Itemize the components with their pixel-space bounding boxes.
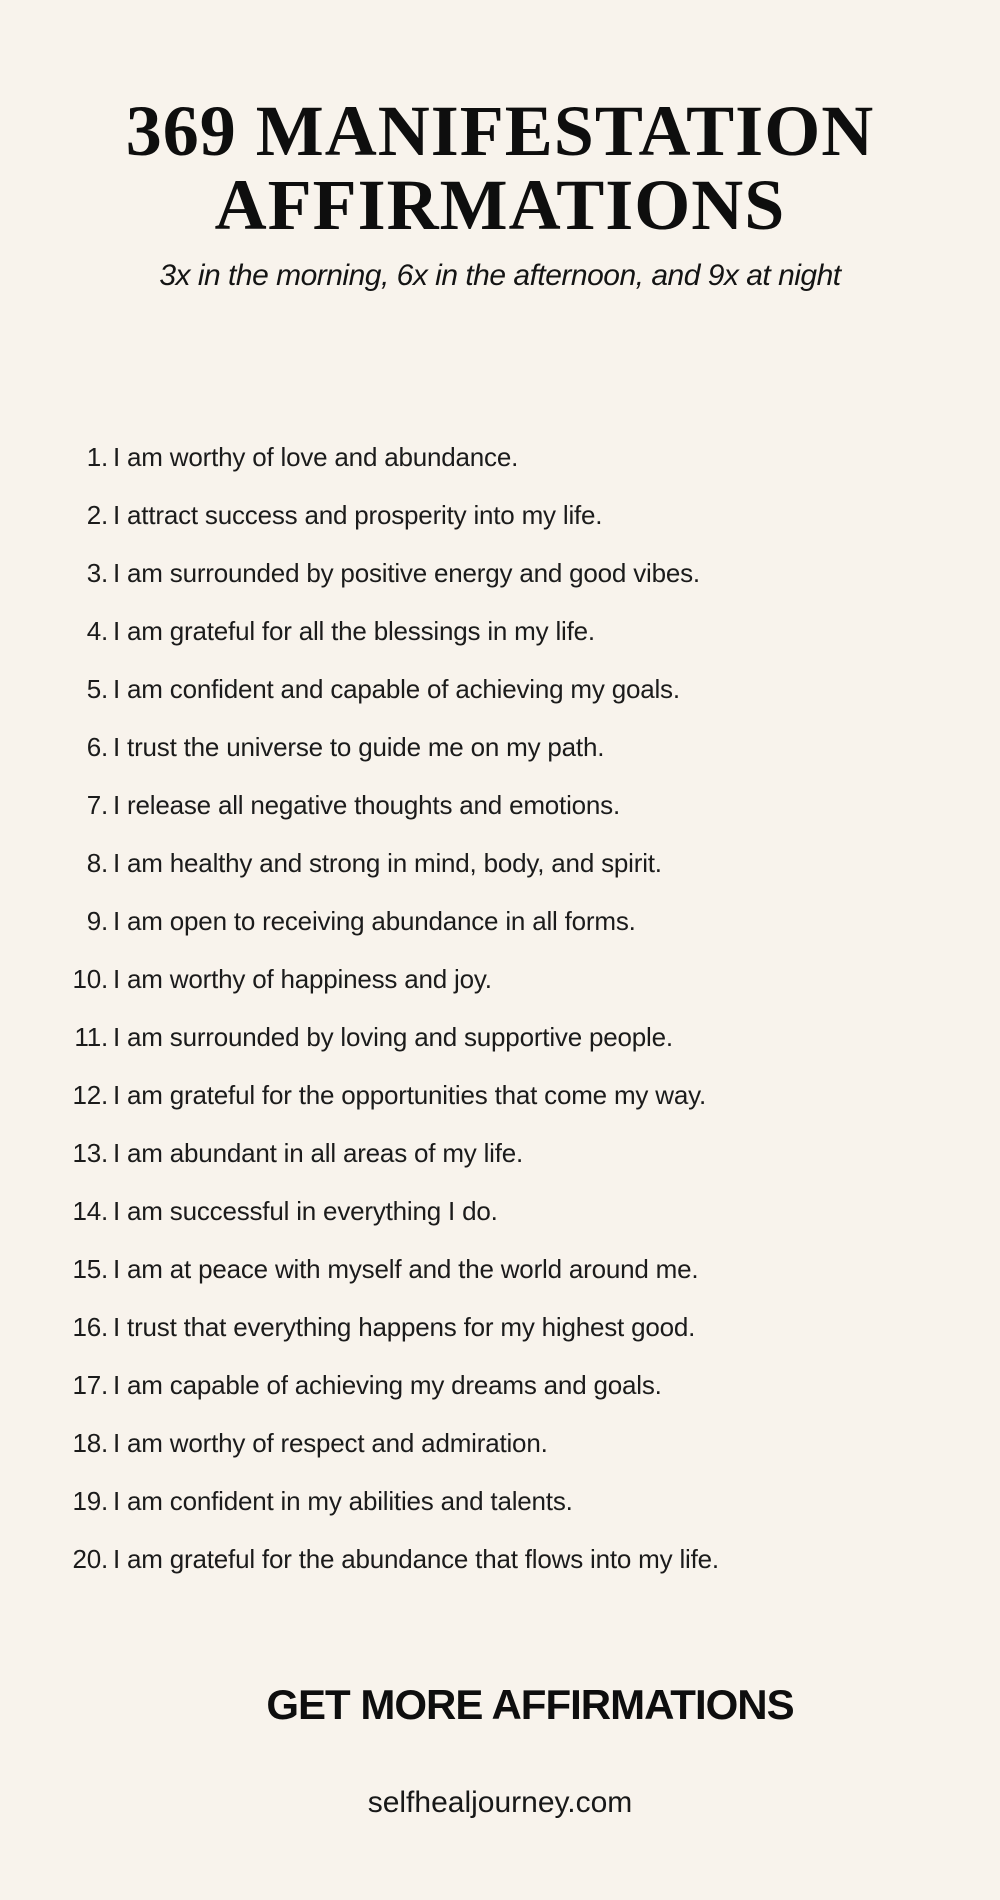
affirmation-text: I am abundant in all areas of my life. <box>113 1138 524 1168</box>
affirmation-text: I trust the universe to guide me on my path. <box>113 732 605 762</box>
affirmation-item <box>64 1314 1000 1341</box>
affirmation-number: 15. <box>72 1254 108 1284</box>
website-url: selfhealjourney.com <box>367 1786 633 1819</box>
affirmation-text: I am grateful for the opportunities that come my way. <box>113 1080 706 1110</box>
affirmation-number: 11. <box>74 1022 108 1052</box>
affirmation-number: 2. <box>86 500 108 530</box>
affirmation-item <box>64 618 1000 645</box>
affirmation-item <box>64 1024 1000 1051</box>
affirmation-text: I am grateful for the abundance that flows into my life. <box>113 1544 719 1574</box>
page-subtitle: 3x in the morning, 6x in the afternoon, and 9x at night <box>159 259 841 292</box>
affirmation-text: I am surrounded by positive energy and good vibes. <box>113 558 700 588</box>
affirmation-number: 8. <box>86 848 108 878</box>
affirmation-item <box>64 850 1000 877</box>
affirmation-text: I am worthy of respect and admiration. <box>113 1428 548 1458</box>
affirmation-text: I am at peace with myself and the world around me. <box>113 1254 699 1284</box>
affirmation-number: 3. <box>86 558 108 588</box>
affirmation-item <box>64 502 1000 529</box>
affirmation-item <box>64 1488 1000 1515</box>
affirmation-number: 18. <box>72 1428 108 1458</box>
affirmation-item <box>64 1430 1000 1457</box>
page-title-line1: 369 MANIFESTATION <box>125 91 875 171</box>
affirmation-number: 6. <box>86 732 108 762</box>
get-more-affirmations-cta[interactable]: GET MORE AFFIRMATIONS <box>266 1681 794 1728</box>
affirmation-item <box>64 908 1000 935</box>
affirmation-number: 10. <box>72 964 108 994</box>
affirmation-number: 16. <box>72 1312 108 1342</box>
affirmation-number: 5. <box>86 674 108 704</box>
affirmation-number: 17. <box>72 1370 108 1400</box>
page-title <box>0 91 1000 245</box>
affirmation-text: I am grateful for all the blessings in my life. <box>113 616 595 646</box>
affirmation-text: I am open to receiving abundance in all forms. <box>113 906 636 936</box>
affirmation-text: I am worthy of love and abundance. <box>113 442 519 472</box>
affirmation-item <box>64 1546 1000 1573</box>
affirmation-number: 4. <box>86 616 108 646</box>
affirmation-item <box>64 1256 1000 1283</box>
affirmation-number: 19. <box>72 1486 108 1516</box>
affirmation-item <box>64 1082 1000 1109</box>
affirmation-number: 14. <box>72 1196 108 1226</box>
affirmation-text: I trust that everything happens for my highest good. <box>113 1312 696 1342</box>
affirmation-item <box>64 1198 1000 1225</box>
affirmation-number: 7. <box>86 790 108 820</box>
header <box>0 0 1000 294</box>
affirmation-number: 9. <box>86 906 108 936</box>
affirmations-list <box>64 444 1000 1573</box>
affirmation-text: I am confident and capable of achieving my goals. <box>113 674 680 704</box>
affirmation-item <box>64 676 1000 703</box>
affirmation-item <box>64 792 1000 819</box>
affirmation-text: I am confident in my abilities and talents. <box>113 1486 573 1516</box>
affirmation-number: 20. <box>72 1544 108 1574</box>
affirmation-text: I attract success and prosperity into my life. <box>113 500 603 530</box>
affirmation-item <box>64 1372 1000 1399</box>
affirmation-item <box>64 1140 1000 1167</box>
affirmation-item <box>64 966 1000 993</box>
affirmation-number: 12. <box>72 1080 108 1110</box>
affirmation-text: I am worthy of happiness and joy. <box>113 964 492 994</box>
affirmation-text: I release all negative thoughts and emotions. <box>113 790 621 820</box>
affirmation-text: I am surrounded by loving and supportive people. <box>113 1022 673 1052</box>
affirmation-number: 1. <box>86 442 108 472</box>
affirmation-text: I am capable of achieving my dreams and goals. <box>113 1370 662 1400</box>
affirmation-number: 13. <box>72 1138 108 1168</box>
affirmation-text: I am successful in everything I do. <box>113 1196 498 1226</box>
affirmation-item <box>64 734 1000 761</box>
affirmation-item <box>64 444 1000 471</box>
page-title-line2: AFFIRMATIONS <box>214 165 786 245</box>
affirmation-item <box>64 560 1000 587</box>
affirmation-text: I am healthy and strong in mind, body, and spirit. <box>113 848 662 878</box>
